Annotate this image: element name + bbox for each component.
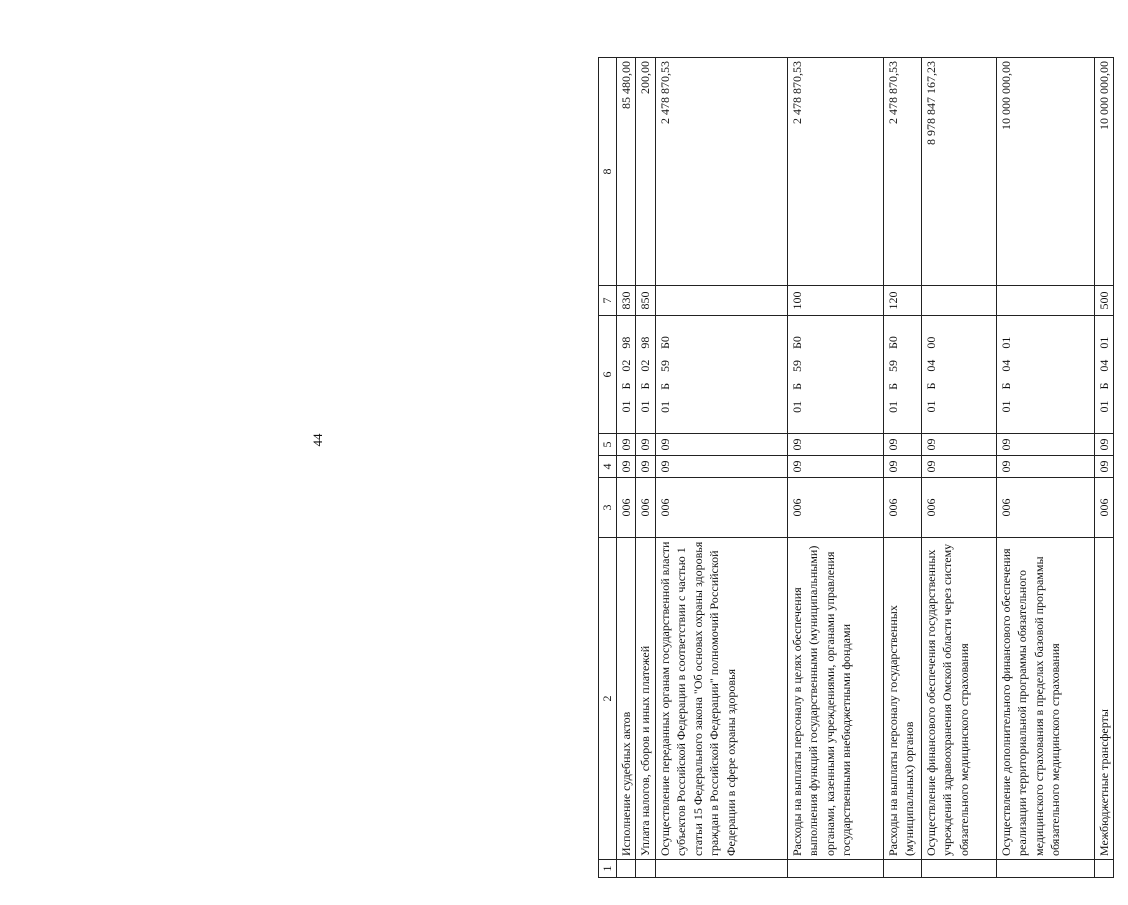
cell-target-code: 01 Б 04 00 — [921, 316, 996, 434]
cell-expense-type — [655, 286, 787, 316]
col-header: 8 — [599, 58, 617, 286]
cell-description: Осуществление переданных органам государственной власти субъектов Российской Федерации в соответствии с частью 1 статьи 15 Федерального закона "Об основах охраны здоровья граждан в Российской Федерации" полномочий Российской Федерации в сфере охраны здоровья — [655, 538, 787, 860]
cell-section: 09 — [1094, 456, 1114, 478]
cell-subsection: 09 — [636, 434, 656, 456]
cell-ministry: 006 — [996, 478, 1094, 538]
table-row — [787, 58, 883, 878]
cell-section: 09 — [921, 456, 996, 478]
cell-ministry: 006 — [883, 478, 921, 538]
cell-target-code: 01 Б 04 01 — [996, 316, 1094, 434]
col-header: 6 — [599, 316, 617, 434]
col-header: 4 — [599, 456, 617, 478]
table-row — [636, 58, 656, 878]
page-number: 44 — [310, 433, 325, 447]
cell-subsection: 09 — [921, 434, 996, 456]
cell-target-code: 01 Б 59 Б0 — [883, 316, 921, 434]
cell-amount: 85 480,00 — [616, 58, 636, 286]
cell-subsection: 09 — [1094, 434, 1114, 456]
table-row — [616, 58, 636, 878]
cell-subsection: 09 — [787, 434, 883, 456]
cell-section: 09 — [616, 456, 636, 478]
cell-section: 09 — [996, 456, 1094, 478]
cell-ministry: 006 — [921, 478, 996, 538]
cell-ministry: 006 — [655, 478, 787, 538]
cell-num — [655, 860, 787, 878]
cell-expense-type: 830 — [616, 286, 636, 316]
cell-num — [787, 860, 883, 878]
cell-target-code: 01 Б 04 01 — [1094, 316, 1114, 434]
cell-expense-type — [996, 286, 1094, 316]
col-header: 7 — [599, 286, 617, 316]
cell-description: Расходы на выплаты персоналу государственных (муниципальных) органов — [883, 538, 921, 860]
cell-subsection: 09 — [996, 434, 1094, 456]
cell-description: Уплата налогов, сборов и иных платежей — [636, 538, 656, 860]
cell-num — [636, 860, 656, 878]
cell-ministry: 006 — [787, 478, 883, 538]
cell-ministry: 006 — [636, 478, 656, 538]
table-row — [883, 58, 921, 878]
cell-num — [616, 860, 636, 878]
cell-num — [921, 860, 996, 878]
cell-amount: 200,00 — [636, 58, 656, 286]
cell-subsection: 09 — [655, 434, 787, 456]
cell-num — [883, 860, 921, 878]
cell-ministry: 006 — [1094, 478, 1114, 538]
cell-num — [996, 860, 1094, 878]
cell-target-code: 01 Б 02 98 — [616, 316, 636, 434]
cell-description: Исполнение судебных актов — [616, 538, 636, 860]
cell-target-code: 01 Б 59 Б0 — [787, 316, 883, 434]
cell-expense-type: 100 — [787, 286, 883, 316]
cell-target-code: 01 Б 02 98 — [636, 316, 656, 434]
cell-expense-type: 500 — [1094, 286, 1114, 316]
cell-description: Осуществление дополнительного финансового обеспечения реализации территориальной программы обязательного медицинского страхования в пределах базовой программы обязательного медицинского страхования — [996, 538, 1094, 860]
cell-section: 09 — [787, 456, 883, 478]
rotated-page — [598, 58, 1128, 878]
cell-amount: 2 478 870,53 — [787, 58, 883, 286]
cell-expense-type: 850 — [636, 286, 656, 316]
col-header: 5 — [599, 434, 617, 456]
cell-expense-type: 120 — [883, 286, 921, 316]
cell-description: Осуществление финансового обеспечения государственных учреждений здравоохранения Омской области через систему обязательного медицинского страхования — [921, 538, 996, 860]
cell-expense-type — [921, 286, 996, 316]
cell-description: Межбюджетные трансферты — [1094, 538, 1114, 860]
cell-section: 09 — [636, 456, 656, 478]
table-row — [921, 58, 996, 878]
cell-section: 09 — [655, 456, 787, 478]
cell-amount: 2 478 870,53 — [883, 58, 921, 286]
budget-table — [598, 57, 1114, 878]
cell-amount: 10 000 000,00 — [996, 58, 1094, 286]
header-row — [599, 58, 617, 878]
cell-amount: 2 478 870,53 — [655, 58, 787, 286]
col-header: 3 — [599, 478, 617, 538]
cell-description: Расходы на выплаты персоналу в целях обеспечения выполнения функций государственными (муниципальными) органами, казенными учреждениями, органами управления государственными внебюджетными фондами — [787, 538, 883, 860]
cell-ministry: 006 — [616, 478, 636, 538]
cell-amount: 8 978 847 167,23 — [921, 58, 996, 286]
col-header: 1 — [599, 860, 617, 878]
cell-subsection: 09 — [616, 434, 636, 456]
table-row — [655, 58, 787, 878]
cell-amount: 10 000 000,00 — [1094, 58, 1114, 286]
cell-subsection: 09 — [883, 434, 921, 456]
table-row — [996, 58, 1094, 878]
cell-num — [1094, 860, 1114, 878]
table-row — [1094, 58, 1114, 878]
cell-target-code: 01 Б 59 Б0 — [655, 316, 787, 434]
cell-section: 09 — [883, 456, 921, 478]
col-header: 2 — [599, 538, 617, 860]
